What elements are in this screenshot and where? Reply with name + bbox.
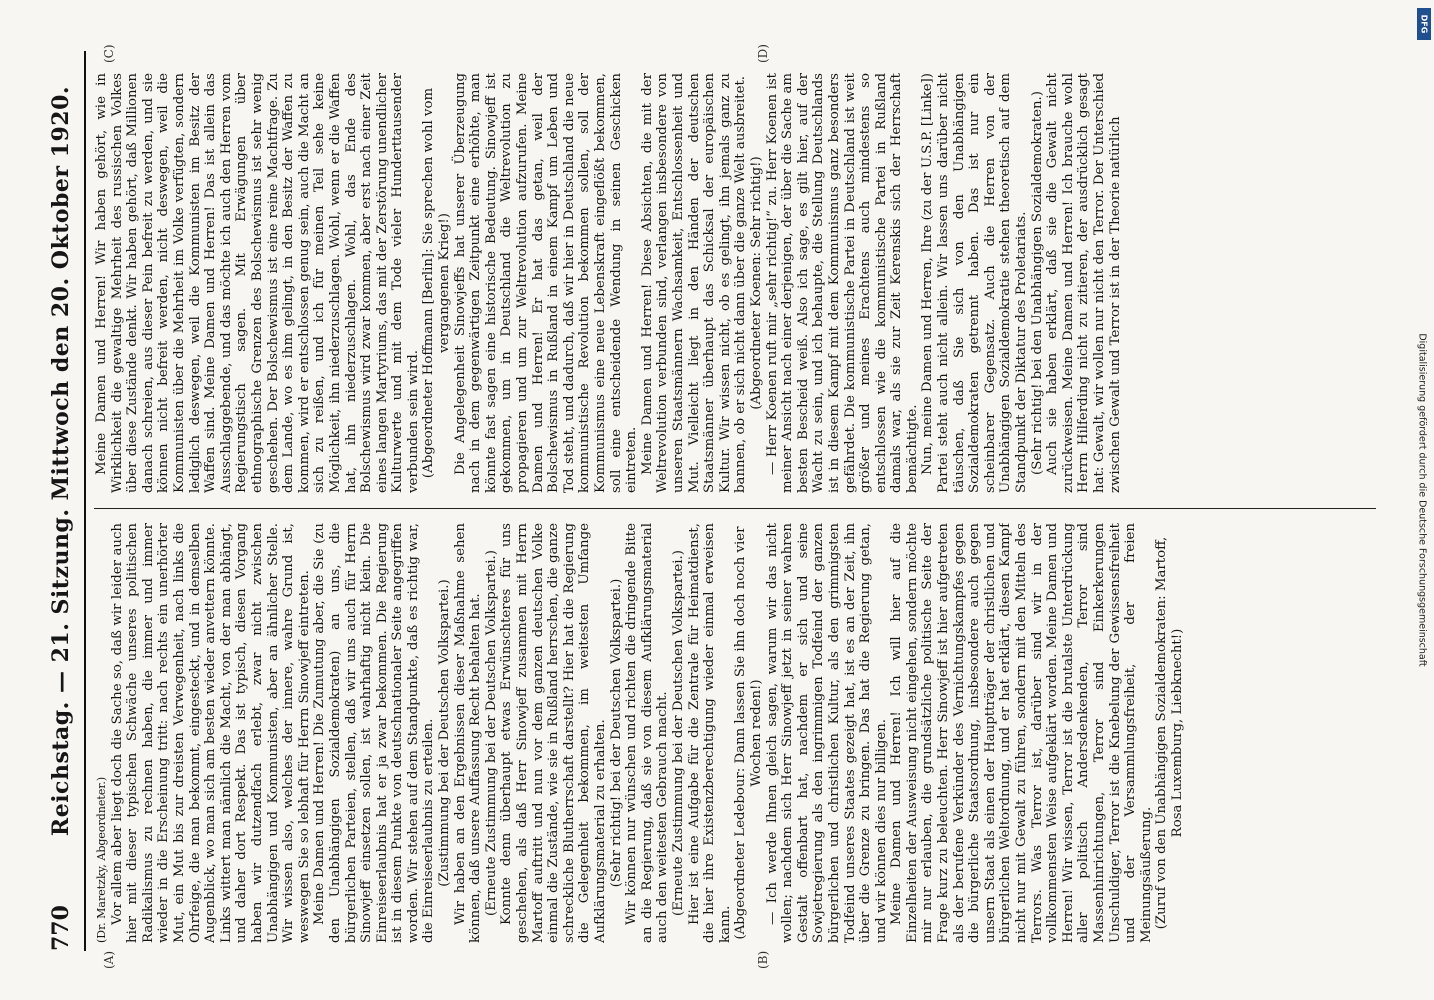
paragraph: Die Angelegenheit Sinowjeffs hat unserer Überzeugung nach in dem gegenwärtigen Zeitpunkt eine erhöhte, man könnte fast sagen eine historische Bedeutung. Sinowjeff ist gekommen, um in Deutschland die Weltrevolution zu propagieren und um zur Weltrevolution aufzurufen. Meine Damen und Herren! Er hat das getan, weil der Bolschewismus in Rußland in einem Kampf um Leben und Tod steht, und dadurch, daß wir hier in Deutschland die neue kommunistische Revolution bekommen sollen, soll der Kommunismus eine neue Lebenskraft eingeflößt bekommen, soll eine entscheidende Wendung in seinen Geschicken eintreten. <box>452 73 640 493</box>
paragraph: Meine Damen und Herren! Diese Absichten, die mit der Weltrevolution verbunden sind, verlangen insbesondere von unseren Staatsmännern Wachsamkeit, Entschlossenheit und Mut. Vielleicht liegt in den Händen der deutschen Staatsmänner überhaupt das Schicksal der europäischen Kultur. Wir wissen nicht, ob es gelingt, ihn jemals ganz zu bannen, ob er sich nicht dann über die ganze Welt ausbreitet. <box>639 73 749 493</box>
paragraph: Hier ist eine Aufgabe für die Zentrale für Heimatdienst, die hier ihre Existenzberechtigung wieder einmal erweisen kann. <box>686 523 733 943</box>
credit-text: Digitalisierung gefördert durch die Deutsche Forschungsgemeinschaft <box>1416 333 1428 667</box>
interjection: (Erneute Zustimmung bei der Deutschen Volkspartei.) <box>670 550 686 916</box>
paragraph: Meine Damen und Herren! Wir haben gehört, wie in Wirklichkeit die gewaltige Mehrheit des russischen Volkes über diese Zustände denkt. Wir haben gehört, daß Millionen danach schreien, aus dieser Pein befreit zu werden, und sie können nicht befreit werden, nicht deswegen, weil die Kommunisten über die Mehrheit im Volke verfügten, sondern lediglich deswegen, weil die Kommunisten im Besitz der Waffen sind. Meine Damen und Herren! Das ist allein das Ausschlaggebende, und das möchte ich auch den Herren vom Regierungstisch sagen. Mit Erwägungen über ethnographische Grenzen des Bolschewismus ist sehr wenig geschehen. Der Bolschewismus ist eine reine Machtfrage. Zu dem Lande, wo es ihm gelingt, in den Besitz der Waffen zu kommen, wird er entschlossen genug sein, auch die Macht an sich zu reißen, und ich für meinen Teil sehe keine Möglichkeit, ihn niederzuschlagen. Wohl, wenn er die Waffen hat, ihn niederzuschlagen. Wohl, das Ende des Bolschewismus wird zwar kommen, aber erst nach einer Zeit eines langen Martyriums, das mit der Zerstörung unendlicher Kulturwerte und mit dem Tode vieler Hunderttausender verbunden sein wird. <box>94 73 421 493</box>
interjection: (Abgeordneter Hoffmann [Berlin]: Sie sprechen wohl vom vergangenen Krieg!) <box>421 87 453 479</box>
interjection: (Abgeordneter Koenen: Sehr richtig!) <box>748 156 764 410</box>
interjection: (Sehr richtig! bei den Unabhängigen Sozialdemokraten.) <box>1029 91 1045 475</box>
page-number: 770 <box>48 905 74 951</box>
interjection: (Zustimmung bei der Deutschen Volkspartei.) <box>437 579 453 887</box>
dfg-logo <box>1417 8 1431 40</box>
paragraph: Wir haben an den Ergebnissen dieser Maßnahme sehen können, daß unsere Auffassung Recht behalten hat. <box>452 523 484 943</box>
margin-marker-a: (A) <box>102 950 116 969</box>
margin-marker-c: (C) <box>102 44 116 63</box>
paragraph: Wir können nur wünschen und richten die dringende Bitte an die Regierung, daß sie von diesem Aufklärungsmaterial auch den weitesten Gebrauch macht. <box>624 523 671 943</box>
dfg-logo-text: DFG <box>1419 14 1429 34</box>
paragraph: Vor allem aber liegt doch die Sache so, daß wir leider auch hier mit dieser typischen Schwäche unseres politischen Radikalismus zu rechnen haben, die immer und immer wieder in die Erscheinung tritt: nach rechts ein unerhörter Mut, ein Mut bis zur dreisten Verwegenheit, nach links die Ohrfeige, die man bekommt, eingesteckt, und in demselben Augenblick, wo man sich am besten wieder anvettern könnte. Links wittert man nämlich die Macht, von der man abhängt, und daher dort Respekt. Das ist typisch, diesen Vorgang haben wir dutzendfach erlebt, zwar nicht zwischen Unabhängigen und Kommunisten, aber an ähnlicher Stelle. Wir wissen also, welches der innere, wahre Grund ist, weswegen Sie so lebhaft für Herrn Sinowjeff eintreten. <box>109 523 312 943</box>
digitization-credit <box>1413 8 1431 992</box>
paragraph: Auch sie haben erklärt, daß sie die Gewalt nicht zurückweisen. Meine Damen und Herren! Ich brauche wohl Herrn Hilferding nicht zu zitieren, der ausdrücklich gesagt hat: Gewalt, wir wollen nur nicht den Terror. Der Unterschied zwischen Gewalt und Terror ist in der Theorie natürlich <box>1045 73 1123 493</box>
column-rule <box>94 508 1376 509</box>
rotated-page <box>36 25 1396 975</box>
margin-marker-d: (D) <box>756 44 770 63</box>
interjection: (Abgeordneter Ledebour: Dann lassen Sie ihn doch noch vier Wochen reden!) <box>733 526 764 940</box>
paragraph: Nun, meine Damen und Herren, Ihre (zu der U.S.P. [Linke]) Partei steht auch nicht allein. Wir lassen uns darüber nicht täuschen, daß Sie sich von den Unabhängigen Sozialdemokraten getrennt haben. Das ist nur ein scheinbarer Gegensatz. Auch die Herren von der Unabhängigen Sozialdemokratie stehen theoretisch auf dem Standpunkt der Diktatur des Proletariats. <box>920 73 1030 493</box>
paragraph: Meine Damen und Herren! Die Zumutung aber, die Sie (zu den Unabhängigen Sozialdemokraten) an uns, die bürgerlichen Parteien, stellen, daß wir uns auch für Herrn Sinowjeff einsetzen sollen, ist wahrhaftig nicht klein. Die Einreiseerlaubnis hat er ja zwar bekommen. Die Regierung ist in diesem Punkte von deutschnationaler Seite angegriffen worden. Wir stehen auf dem Standpunkte, daß es richtig war, die Einreiseerlaubnis zu erteilen. <box>312 523 437 943</box>
paragraph: Konnte denn überhaupt etwas Erwünschteres für uns geschehen, als daß Herr Sinowjeff zusammen mit Herrn Martoff auftritt und nun vor dem ganzen deutschen Volke einmal die Zustände, wie sie in Rußland herrschen, die ganze schreckliche Blutherrschaft darstellt? Hier hat die Regierung die Gelegenheit bekommen, im weitesten Umfange Aufklärungsmaterial zu erhalten. <box>499 523 608 943</box>
right-text-column <box>94 73 1384 493</box>
interjection: (Sehr richtig! bei der Deutschen Volkspartei.) <box>608 578 624 888</box>
margin-marker-b: (B) <box>756 950 770 969</box>
page-header <box>44 51 86 951</box>
paragraph: — Ich werde Ihnen gleich sagen, warum wir das nicht wollen; nachdem sich Herr Sinowjeff jetzt in seiner wahren Gestalt offenbart hat, nachdem er sich und seine Sowjetregierung als den ingrimmigen Todfeind der ganzen bürgerlichen und christlichen Kultur, als den grimmigsten Todfeind unseres Staates gezeigt hat, ist es an der Zeit, ihn über die Grenze zu bringen. Das hat die Regierung getan, und wir können dies nur billigen. <box>764 523 889 943</box>
paragraph: Meine Damen und Herren! Ich will hier auf die Einzelheiten der Ausweisung nicht eingehen, sondern möchte mir nur erlauben, die grundsätzliche politische Seite der Frage kurz zu beleuchten. Herr Sinowjeff ist hier aufgetreten als der berufene Verkünder des Vernichtungskampfes gegen die bürgerliche Staatsordnung, insbesondere auch gegen unsern Staat als einen der Hauptträger der christlichen und bürgerlichen Weltordnung, und er hat erklärt, diesen Kampf nicht nur mit Gewalt zu führen, sondern mit den Mitteln des Terrors. Was Terror ist, darüber sind wir in der vollkommensten Weise aufgeklärt worden. Meine Damen und Herren! Wir wissen, Terror ist die brutalste Unterdrückung aller politisch Andersdenkenden, Terror sind Massenhinrichtungen, Terror sind Einkerkerungen Unschuldiger, Terror ist die Knebelung der Gewissensfreiheit und der Versammlungsfreiheit, der freien Meinungsäußerung. <box>889 523 1154 943</box>
running-title: Reichstag. — 21. Sitzung. Mittwoch den 20. Oktober 1920. <box>48 85 74 837</box>
interjection: (Erneute Zustimmung bei der Deutschen Volkspartei.) <box>483 550 499 916</box>
speaker-line: (Dr. Maretzky, Abgeordneter.) <box>95 776 108 943</box>
left-text-column <box>94 523 1384 943</box>
paragraph: — Herr Koenen ruft mir „sehr richtig!“ zu. Herr Koenen ist meiner Ansicht nach einer derjenigen, der über die Sache am besten Bescheid weiß. Also ich sage, es gilt hier, auf der Wacht zu sein, und ich behaupte, die Stellung Deutschlands ist in diesem Kampf mit dem Kommunismus ganz besonders gefährdet. Die kommunistische Partei in Deutschland ist weit größer und meines Erachtens auch mindestens so entschlossen wie die kommunistische Partei in Rußland damals war, als sie zur Zeit Kerenskis sich der Herrschaft bemächtigte. <box>764 73 920 493</box>
interjection: (Zuruf von den Unabhängigen Sozialdemokraten: Martoff, Rosa Luxemburg, Liebknecht!) <box>1154 536 1185 930</box>
